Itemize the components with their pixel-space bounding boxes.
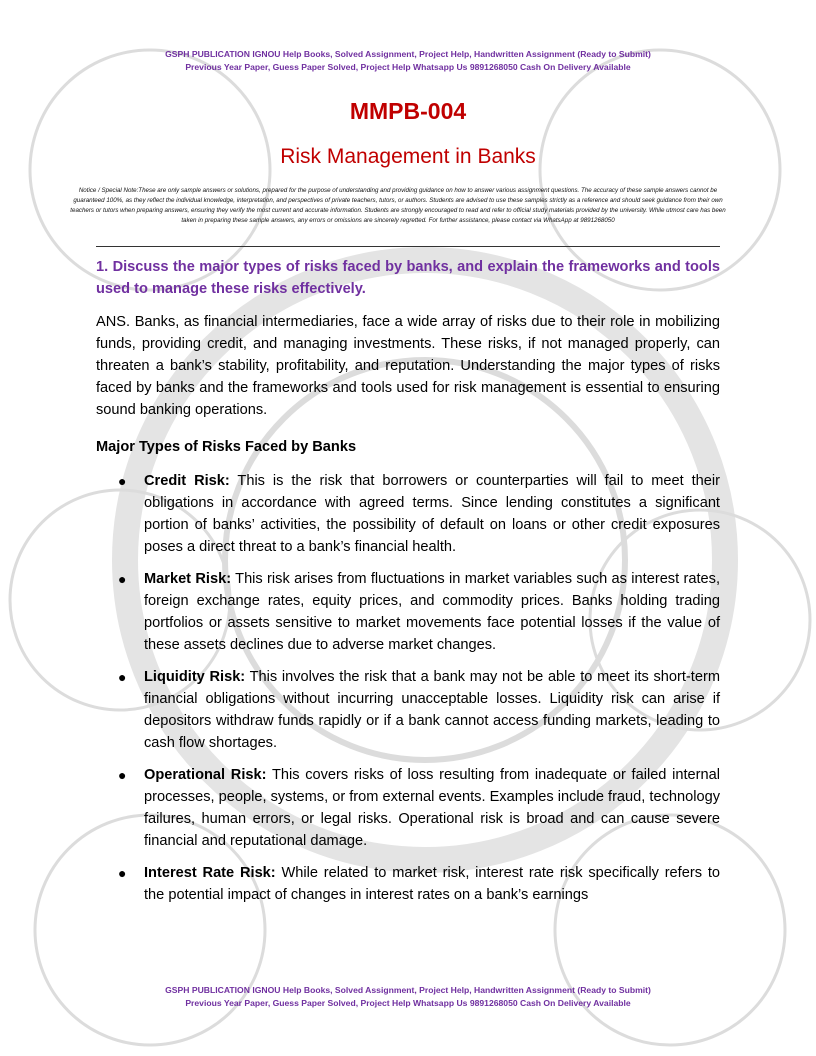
footer-line-1: GSPH PUBLICATION IGNOU Help Books, Solved Assignment, Project Help, Handwritten Assignment (Ready to Submit)	[165, 985, 651, 995]
notice-text: Notice / Special Note:These are only sample answers or solutions, prepared for the purpose of understanding and providing guidance on how to answer various assignment questions. The accuracy of these sample answers cannot be guaranteed 100%, as they reflect the individual knowledge, interpretation, and perspectives of private teachers, tutors, or authors. Students are advised to use these samples strictly as a reference and should seek guidance from their own teachers or tutors when preparing answers, ensuring they verify the most current and accurate information. Students are strongly encouraged to read and refer to official study materials provided by the university. While utmost care has been taken in preparing these sample answers, any errors or omissions are sincerely regretted. For further assistance, please contact via WhatsApp at 9891268050	[70, 187, 726, 224]
bullet-icon: ●	[118, 669, 127, 685]
footer-banner	[0, 984, 816, 1009]
header-line-1: GSPH PUBLICATION IGNOU Help Books, Solved Assignment, Project Help, Handwritten Assignment (Ready to Submit)	[165, 49, 651, 59]
list-item	[96, 666, 720, 754]
risk-name: Interest Rate Risk:	[144, 865, 276, 881]
risk-name: Market Risk:	[144, 571, 232, 587]
list-item	[96, 862, 720, 906]
list-item	[96, 470, 720, 558]
course-code: MMPB-004	[349, 98, 467, 124]
risk-name: Operational Risk:	[144, 767, 267, 783]
list-item	[96, 568, 720, 656]
course-title: Risk Management in Banks	[280, 145, 536, 168]
bullet-icon: ●	[118, 473, 127, 489]
header-line-2: Previous Year Paper, Guess Paper Solved, Project Help Whatsapp Us 9891268050 Cash On Delivery Available	[185, 61, 631, 72]
list-item	[96, 764, 720, 852]
question-text: 1. Discuss the major types of risks faced by banks, and explain the frameworks and tools used to manage these risks effectively.	[96, 259, 720, 297]
risk-description: This is the risk that borrowers or counterparties will fail to meet their obligations in accordance with agreed terms. Since lending constitutes a significant portion of banks’ activities, the possibility of default on loans or other credit exposures poses a direct threat to a bank’s financial health.	[144, 473, 720, 555]
risk-description: This involves the risk that a bank may not be able to meet its short-term financial obligations without incurring unacceptable losses. Liquidity risk can arise if depositors withdraw funds rapidly or if a bank cannot access funding markets, leading to cash flow shortages.	[144, 669, 720, 751]
bullet-icon: ●	[118, 865, 127, 881]
bullet-icon: ●	[118, 571, 127, 587]
section-heading: Major Types of Risks Faced by Banks	[96, 439, 357, 455]
risk-description: This covers risks of loss resulting from inadequate or failed internal processes, people, systems, or from external events. Examples include fraud, technology failures, human errors, or legal risks. Operational risk is broad and can cause severe financial and reputational damage.	[144, 767, 721, 849]
risk-description: This risk arises from fluctuations in market variables such as interest rates, foreign exchange rates, equity prices, and commodity prices. Banks holding trading portfolios or assets sensitive to market movements face potential losses if the value of these assets declines due to adverse market changes.	[144, 571, 720, 653]
risk-description: While related to market risk, interest rate risk specifically refers to the potential impact of changes in interest rates on a bank’s earnings	[144, 865, 720, 903]
header-banner	[0, 48, 816, 73]
bullet-icon: ●	[118, 767, 127, 783]
risk-name: Liquidity Risk:	[144, 669, 246, 685]
footer-line-2: Previous Year Paper, Guess Paper Solved, Project Help Whatsapp Us 9891268050 Cash On Delivery Available	[185, 997, 631, 1008]
divider	[96, 246, 720, 247]
answer-intro: ANS. Banks, as financial intermediaries, face a wide array of risks due to their role in mobilizing funds, providing credit, and managing investments. These risks, if not managed properly, can threaten a bank’s stability, profitability, and reputation. Understanding the major types of risks faced by banks and the frameworks and tools used for risk management is essential to ensuring sound banking operations.	[96, 314, 720, 418]
risk-name: Credit Risk:	[144, 473, 230, 489]
risk-list	[96, 470, 720, 916]
